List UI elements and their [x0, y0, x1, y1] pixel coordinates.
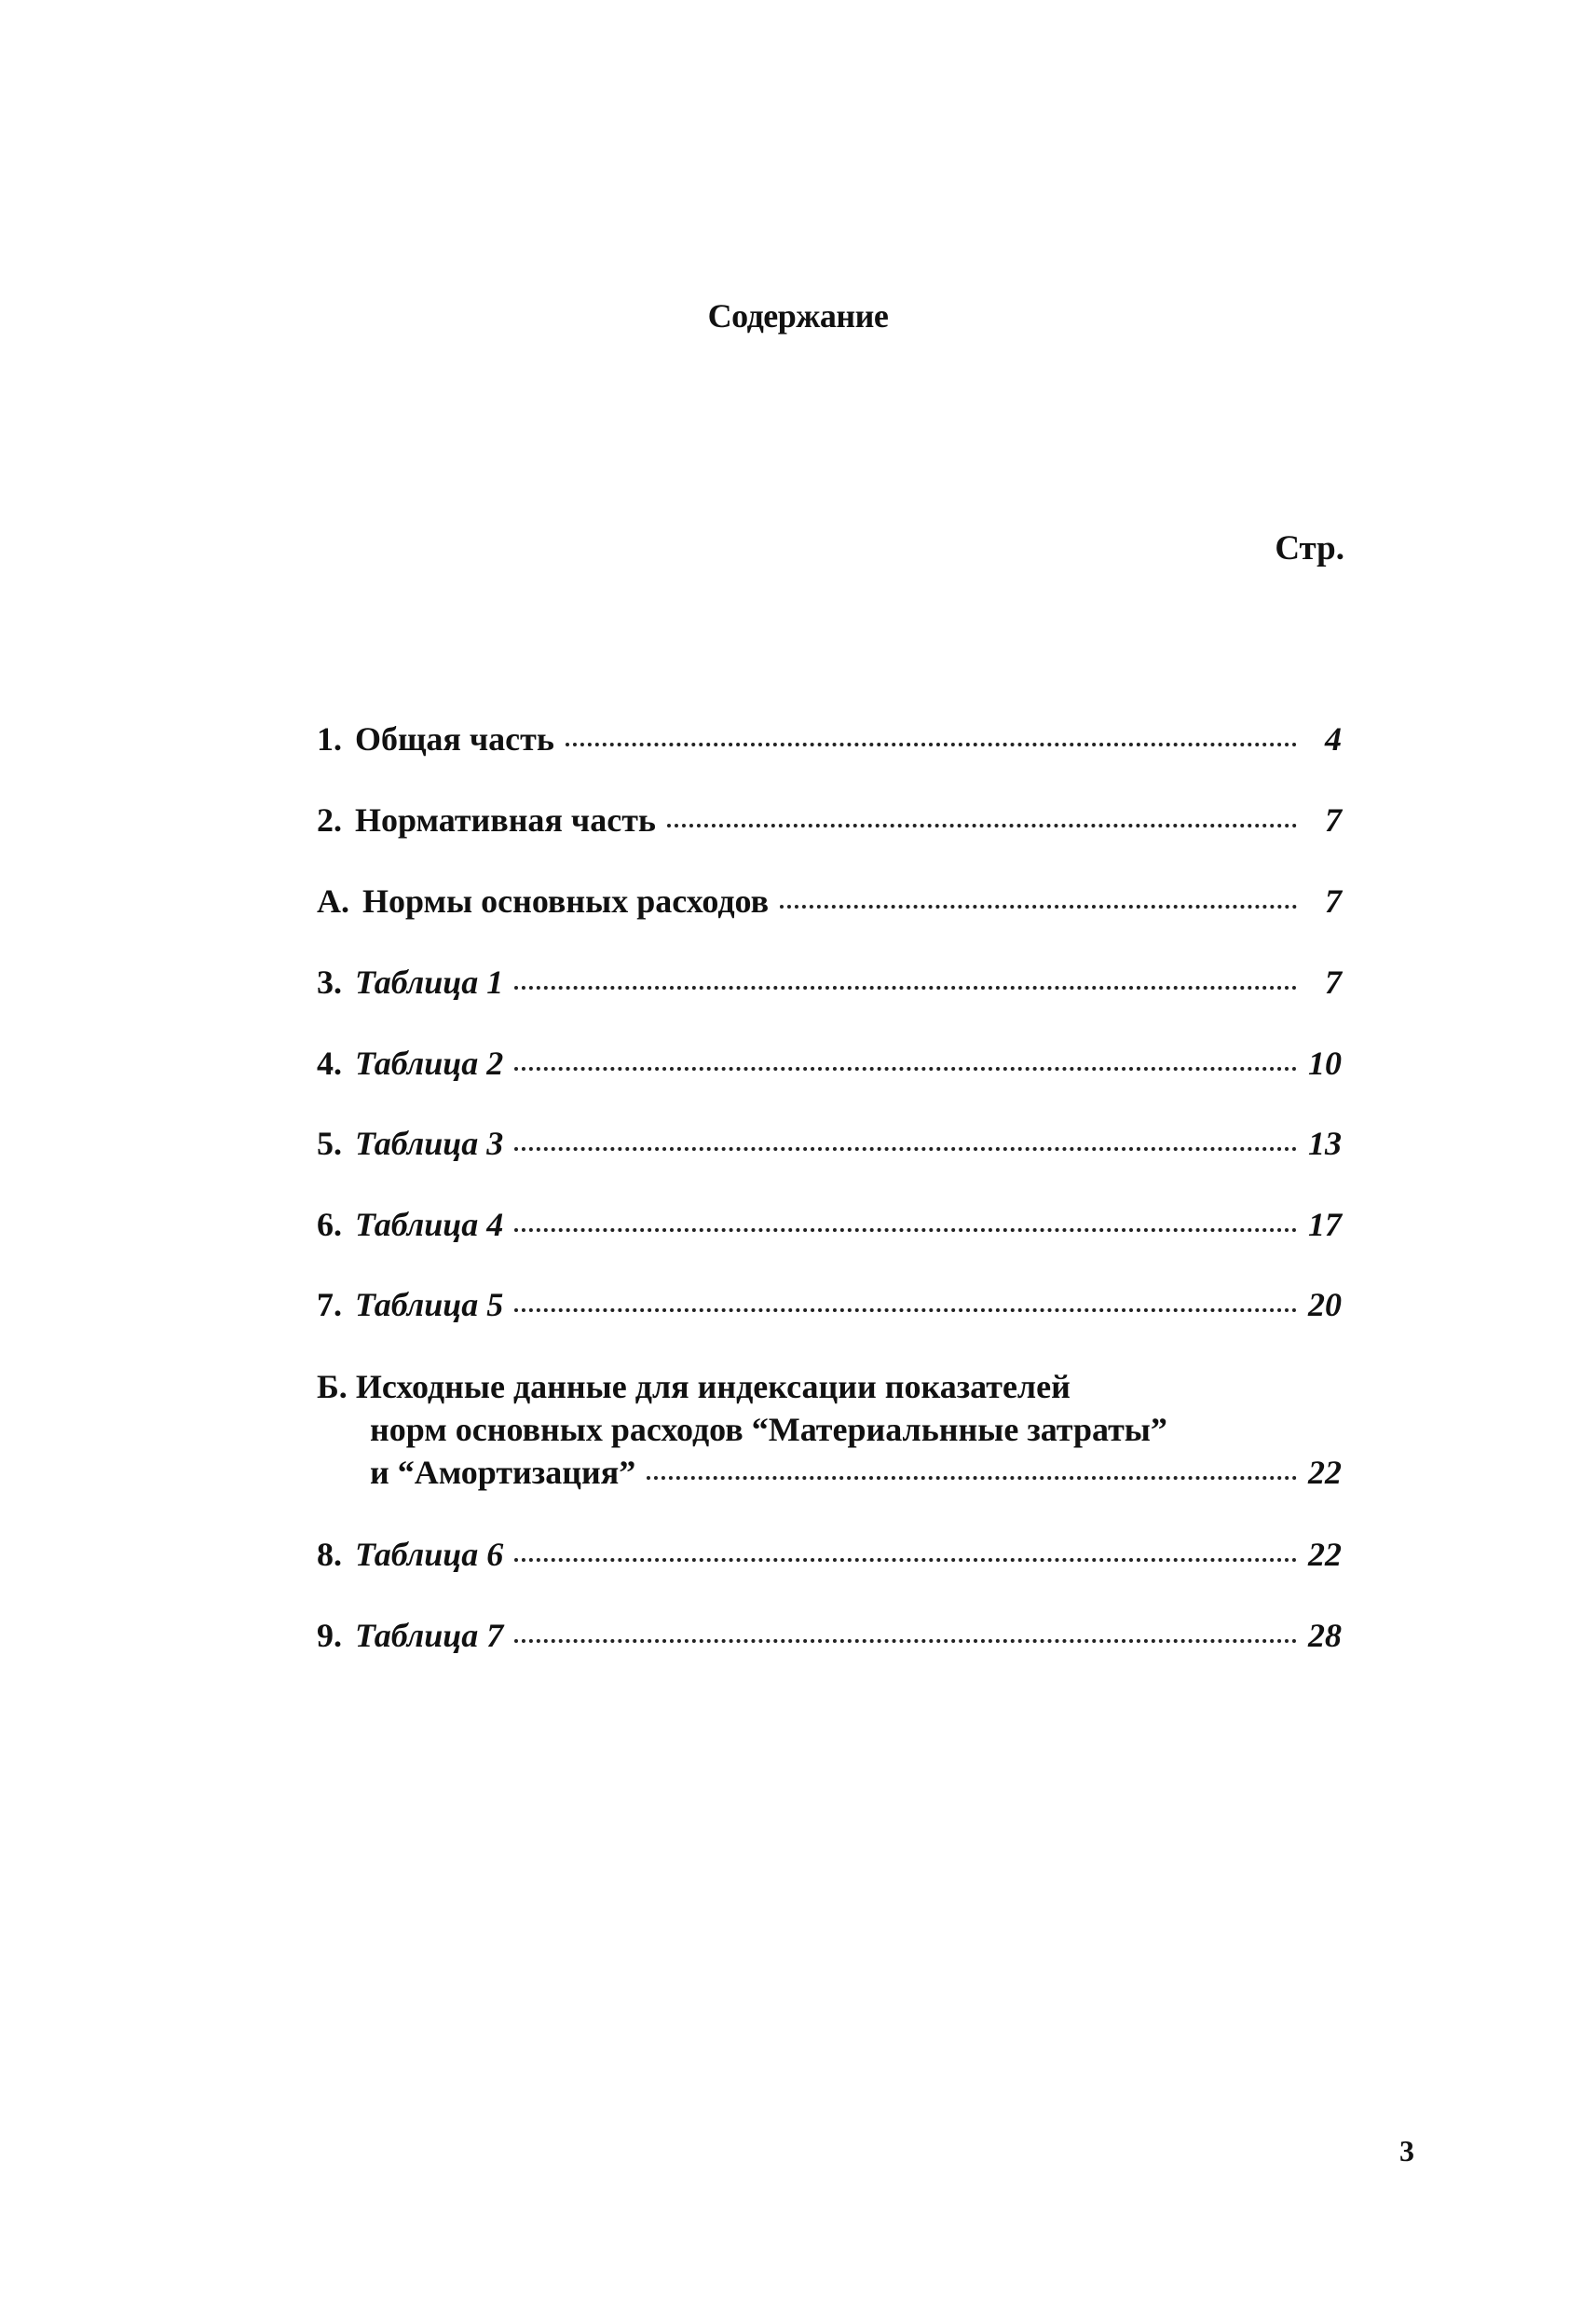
toc-leader-dots — [780, 905, 1297, 909]
toc-entry-page: 22 — [1308, 1536, 1342, 1573]
toc-entry-section-b — [317, 1370, 1342, 1489]
toc-entry-number: А. — [317, 882, 349, 920]
toc-entry-section-a — [317, 884, 1342, 918]
toc-entry-number: Б. — [317, 1368, 348, 1405]
toc-entry-number: 6. — [317, 1206, 342, 1243]
toc-entry-table-4 — [317, 1208, 1342, 1241]
toc-entry-page: 22 — [1308, 1454, 1342, 1491]
page-column-header: Стр. — [1275, 529, 1344, 567]
toc-entry-number: 8. — [317, 1536, 342, 1573]
toc-entry-page: 7 — [1325, 882, 1342, 920]
toc-entry-page: 17 — [1308, 1206, 1342, 1243]
toc-entry-table-2 — [317, 1046, 1342, 1080]
toc-leader-dots — [514, 1558, 1297, 1562]
toc-entry-table-6 — [317, 1538, 1342, 1571]
toc-entry-page: 10 — [1308, 1045, 1342, 1082]
toc-leader-dots — [514, 1228, 1297, 1232]
toc-entry-page: 4 — [1325, 720, 1342, 758]
toc-leader-dots — [514, 1308, 1297, 1312]
toc-entry-label: Таблица 4 — [355, 1206, 504, 1243]
toc-leader-dots — [514, 986, 1297, 990]
toc-entry-number: 1. — [317, 720, 342, 758]
toc-leader-dots — [514, 1147, 1297, 1151]
toc-entry-label: Таблица 5 — [355, 1286, 504, 1323]
toc-entry-table-7 — [317, 1619, 1342, 1652]
toc-entry-label-continued: норм основных расходов “Материальнные затраты” — [370, 1411, 1167, 1448]
toc-entry-number: 2. — [317, 801, 342, 839]
toc-entry-label: Таблица 1 — [355, 964, 504, 1001]
toc-entry-label: Таблица 2 — [355, 1045, 504, 1082]
toc-entry-table-5 — [317, 1288, 1342, 1321]
toc-leader-dots — [514, 1639, 1297, 1643]
toc-entry-page: 7 — [1325, 964, 1342, 1001]
toc-entry-page: 28 — [1308, 1617, 1342, 1654]
toc-entry-label: Таблица 3 — [355, 1125, 504, 1162]
toc-entry-label: Нормы основных расходов — [362, 882, 770, 920]
toc-entry-label-continued: и “Амортизация” — [370, 1454, 636, 1491]
toc-entry-normative-part — [317, 803, 1342, 837]
toc-leader-dots — [667, 824, 1297, 827]
toc-entry-number: 4. — [317, 1045, 342, 1082]
toc-entry-label: Общая часть — [355, 720, 554, 758]
toc-leader-dots — [514, 1067, 1297, 1071]
toc-entry-label: Таблица 7 — [355, 1617, 504, 1654]
toc-entry-page: 7 — [1325, 801, 1342, 839]
toc-entry-general-part — [317, 722, 1342, 756]
toc-entry-label: Исходные данные для индексации показателей — [355, 1368, 1071, 1405]
page-number: 3 — [1399, 2134, 1414, 2167]
toc-entry-number: 9. — [317, 1617, 342, 1654]
toc-entry-line — [317, 1370, 1342, 1413]
toc-leader-dots — [647, 1476, 1297, 1480]
toc-entry-number: 3. — [317, 964, 342, 1001]
toc-entry-number: 7. — [317, 1286, 342, 1323]
page-title: Содержание — [707, 297, 889, 335]
toc-leader-dots — [566, 743, 1297, 746]
toc-entry-page: 20 — [1308, 1286, 1342, 1323]
toc-entry-table-3 — [317, 1127, 1342, 1160]
toc-entry-page: 13 — [1308, 1125, 1342, 1162]
toc-entry-line — [317, 1456, 1342, 1489]
toc-entry-number: 5. — [317, 1125, 342, 1162]
toc-entry-table-1 — [317, 965, 1342, 999]
toc-entry-label: Таблица 6 — [355, 1536, 504, 1573]
toc-entry-label: Нормативная часть — [355, 801, 656, 839]
